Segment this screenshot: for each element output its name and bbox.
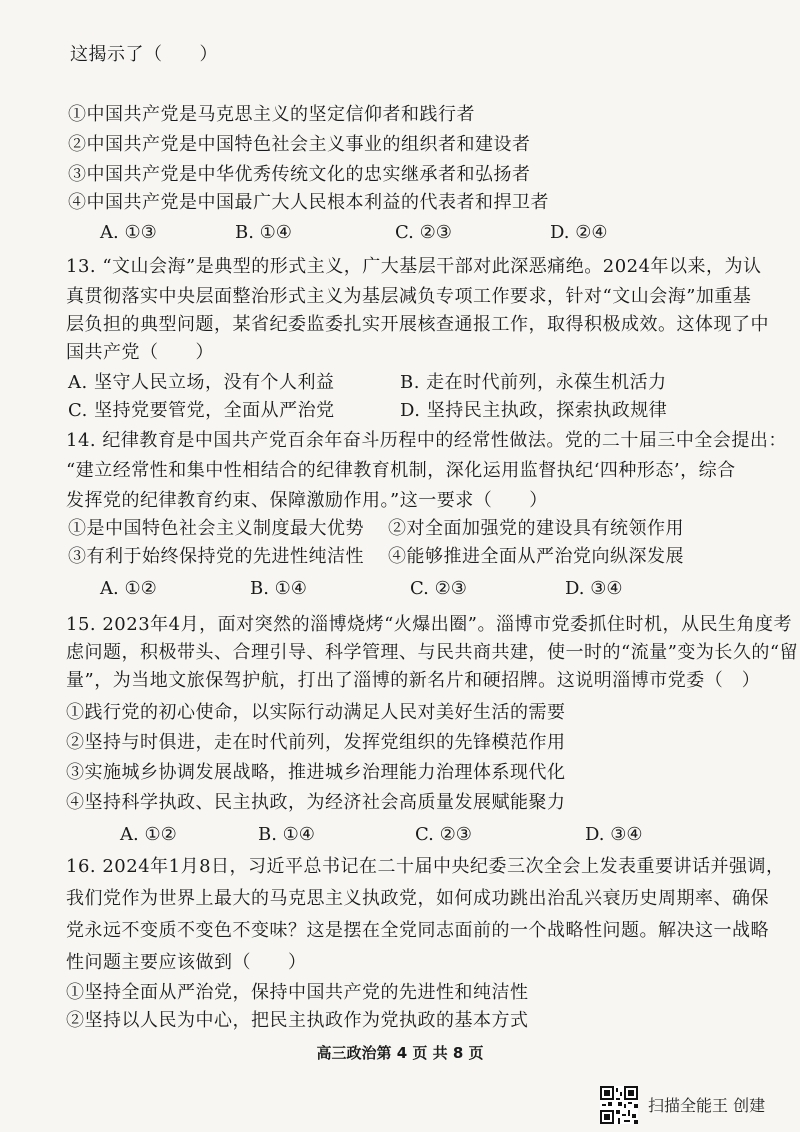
q13-stem-1: 13. “文山会海”是典型的形式主义，广大基层干部对此深恶痛绝。2024年以来，为认 [66, 256, 762, 277]
q15-item-2: ②坚持与时俱进，走在时代前列，发挥党组织的先锋模范作用 [66, 732, 566, 753]
q12-choice-c[interactable]: C. ②③ [395, 222, 452, 243]
q13-option-c[interactable]: C. 坚持党要管党，全面从严治党 [68, 400, 335, 421]
page-footer: 高三政治第 4 页 共 8 页 [316, 1044, 484, 1062]
q13-stem-4: 国共产党（ ） [66, 342, 214, 363]
q15-item-1: ①践行党的初心使命，以实际行动满足人民对美好生活的需要 [66, 702, 566, 723]
q16-stem-4: 性问题主要应该做到（ ） [66, 952, 307, 973]
q15-item-3: ③实施城乡协调发展战略，推进城乡治理能力治理体系现代化 [66, 762, 566, 783]
q15-choice-b[interactable]: B. ①④ [258, 824, 315, 845]
q14-choice-c[interactable]: C. ②③ [410, 578, 467, 599]
q16-stem-1: 16. 2024年1月8日，习近平总书记在二十届中央纪委三次全会上发表重要讲话并强调， [66, 856, 785, 877]
q15-stem-1: 15. 2023年4月，面对突然的淄博烧烤“火爆出圈”。淄博市党委抓住时机，从民生角度考 [66, 614, 793, 635]
q15-choice-a[interactable]: A. ①② [120, 824, 177, 845]
q15-choices [0, 822, 800, 848]
q14-choice-b[interactable]: B. ①④ [250, 578, 307, 599]
q16-stem-3: 党永远不变质不变色不变味？这是摆在全党同志面前的一个战略性问题。解决这一战略 [66, 920, 769, 941]
q13-stem-3: 层负担的典型问题，某省纪委监委扎实开展核查通报工作，取得积极成效。这体现了中 [66, 314, 769, 335]
q15-stem-3: 量”，为当地文旅保驾护航，打出了淄博的新名片和硬招牌。这说明淄博市党委（ ） [66, 670, 761, 691]
q15-choice-d[interactable]: D. ③④ [585, 824, 643, 845]
q13-option-b[interactable]: B. 走在时代前列，永葆生机活力 [400, 372, 667, 393]
q13-option-a[interactable]: A. 坚守人民立场，没有个人利益 [68, 372, 335, 393]
q14-item-2: ②对全面加强党的建设具有统领作用 [388, 518, 684, 539]
q15-choice-c[interactable]: C. ②③ [415, 824, 472, 845]
q12-choices [0, 220, 800, 246]
q16-stem-2: 我们党作为世界上最大的马克思主义执政党，如何成功跳出治乱兴衰历史周期率、确保 [66, 888, 769, 909]
q14-choice-d[interactable]: D. ③④ [565, 578, 623, 599]
q16-item-2: ②坚持以人民为中心，把民主执政作为党执政的基本方式 [66, 1010, 529, 1031]
q14-item-1: ①是中国特色社会主义制度最大优势 [68, 518, 364, 539]
q14-item-4: ④能够推进全面从严治党向纵深发展 [388, 546, 684, 567]
q14-item-3: ③有利于始终保持党的先进性纯洁性 [68, 546, 364, 567]
q14-stem-3: 发挥党的纪律教育约束、保障激励作用。”这一要求（ ） [66, 490, 548, 511]
q15-stem-2: 虑问题，积极带头、合理引导、科学管理、与民共商共建，使一时的“流量”变为长久的“留 [66, 642, 799, 663]
q12-item-3: ③中国共产党是中华优秀传统文化的忠实继承者和弘扬者 [68, 164, 531, 185]
q12-stem-end: 这揭示了（ ） [70, 44, 218, 65]
q14-choices [0, 576, 800, 602]
q12-item-4: ④中国共产党是中国最广大人民根本利益的代表者和捍卫者 [68, 192, 549, 213]
scanner-watermark [600, 1086, 790, 1124]
q12-choice-a[interactable]: A. ①③ [100, 222, 157, 243]
qr-code-icon [600, 1086, 638, 1124]
scanner-brand-text: 扫描全能王 创建 [648, 1096, 766, 1115]
q14-stem-1: 14. 纪律教育是中国共产党百余年奋斗历程中的经常性做法。党的二十届三中全会提出： [66, 430, 787, 451]
q13-option-d[interactable]: D. 坚持民主执政，探索执政规律 [400, 400, 668, 421]
q12-choice-b[interactable]: B. ①④ [235, 222, 292, 243]
q12-item-1: ①中国共产党是马克思主义的坚定信仰者和践行者 [68, 104, 475, 125]
q12-item-2: ②中国共产党是中国特色社会主义事业的组织者和建设者 [68, 134, 531, 155]
q13-stem-2: 真贯彻落实中央层面整治形式主义为基层减负专项工作要求，针对“文山会海”加重基 [66, 286, 752, 307]
q14-choice-a[interactable]: A. ①② [100, 578, 157, 599]
q16-item-1: ①坚持全面从严治党，保持中国共产党的先进性和纯洁性 [66, 982, 529, 1003]
q14-stem-2: “建立经常性和集中性相结合的纪律教育机制，深化运用监督执纪‘四种形态’，综合 [66, 460, 736, 481]
q15-item-4: ④坚持科学执政、民主执政，为经济社会高质量发展赋能聚力 [66, 792, 566, 813]
q12-choice-d[interactable]: D. ②④ [550, 222, 608, 243]
